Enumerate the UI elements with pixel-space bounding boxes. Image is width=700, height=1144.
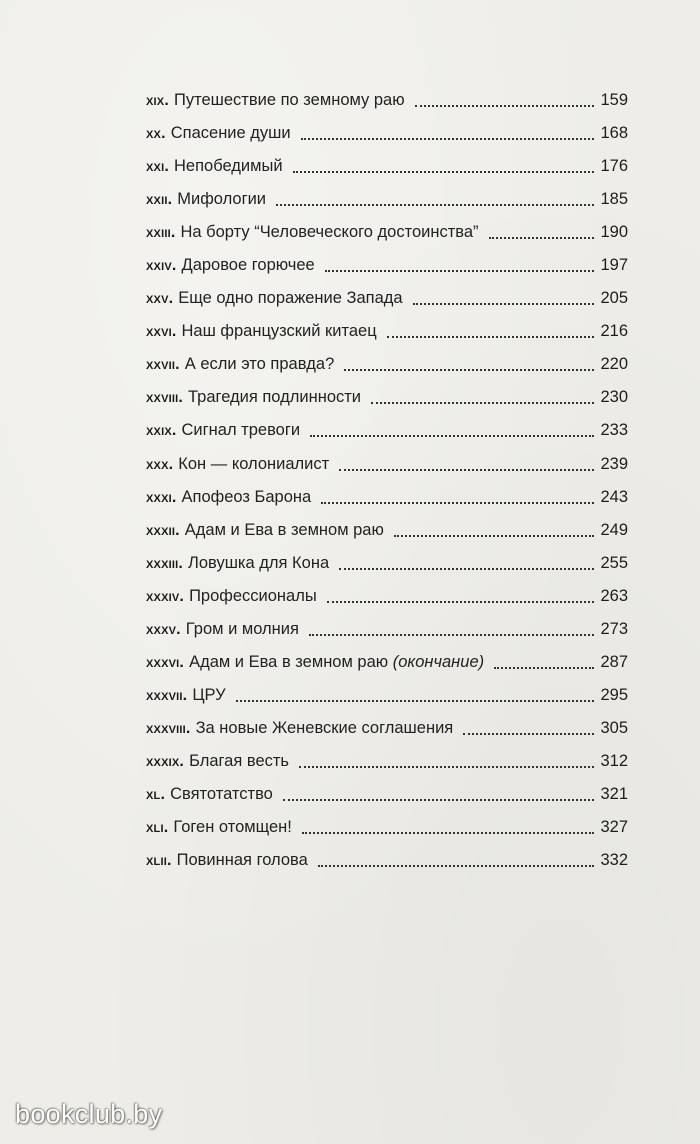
toc-entry — [146, 613, 628, 646]
toc-entry — [146, 679, 628, 712]
dot-leader — [318, 864, 594, 867]
toc-entry — [146, 117, 628, 150]
chapter-title-text: ЦРУ — [192, 685, 226, 704]
chapter-title — [192, 679, 225, 712]
toc-entry — [146, 844, 628, 877]
chapter-title-text: Трагедия подлинности — [188, 388, 362, 407]
chapter-title-text: Благая весть — [189, 751, 290, 770]
dot-leader — [489, 236, 594, 239]
chapter-title — [185, 514, 384, 547]
dot-leader — [310, 434, 594, 437]
dot-leader — [302, 831, 594, 834]
chapter-title — [189, 580, 317, 613]
chapter-number: xxi. — [146, 158, 169, 176]
toc-entry — [146, 249, 628, 282]
chapter-title-note: (окончание) — [392, 652, 485, 671]
toc-entry — [146, 84, 628, 117]
chapter-number: xlii. — [146, 852, 172, 870]
dot-leader — [327, 600, 594, 603]
dot-leader — [339, 567, 594, 570]
chapter-number: xxxv. — [146, 620, 181, 638]
chapter-title-text: Мифологии — [177, 190, 267, 209]
toc-entry — [146, 448, 628, 481]
chapter-title — [186, 613, 299, 646]
chapter-title — [178, 282, 402, 315]
chapter-number: xxxix. — [146, 752, 185, 770]
chapter-title-text: Апофеоз Барона — [181, 487, 312, 506]
page-number: 243 — [600, 487, 628, 506]
chapter-number: xx. — [146, 125, 166, 143]
chapter-number: xxiii. — [146, 224, 176, 242]
chapter-number: xxxiv. — [146, 587, 185, 605]
chapter-number: xxv. — [146, 290, 174, 308]
page-number: 233 — [600, 421, 628, 440]
chapter-number: xxxviii. — [146, 719, 191, 737]
toc-entry — [146, 745, 628, 778]
watermark-logo: bookclub.by — [15, 1099, 163, 1129]
chapter-title-text: Кон — колониалист — [178, 454, 330, 473]
chapter-number: xxvii. — [146, 356, 180, 374]
chapter-title-text: Гром и молния — [185, 619, 299, 638]
page-number: 205 — [600, 289, 628, 308]
chapter-title-text: Спасение души — [170, 124, 291, 143]
chapter-title — [173, 811, 292, 844]
page-number: 159 — [600, 91, 628, 109]
chapter-title-text: Святотатство — [170, 784, 273, 803]
chapter-title-text: Профессионалы — [189, 586, 317, 605]
chapter-title — [178, 448, 329, 481]
page-number: 255 — [600, 553, 628, 572]
dot-leader — [371, 401, 594, 404]
chapter-number: xxxvii. — [146, 686, 188, 704]
chapter-title-text: Ловушка для Кона — [188, 553, 330, 572]
chapter-title — [182, 414, 301, 447]
toc-entry — [146, 282, 628, 315]
chapter-number: xxix. — [146, 422, 177, 440]
chapter-title-text: Сигнал тревоги — [181, 421, 301, 440]
page-number: 239 — [600, 454, 628, 473]
dot-leader — [463, 732, 594, 735]
chapter-title — [182, 249, 315, 282]
toc-entry — [146, 580, 628, 613]
chapter-number: xli. — [146, 819, 169, 837]
toc-entry — [146, 547, 628, 580]
chapter-title — [177, 183, 266, 216]
page-number: 321 — [600, 784, 628, 803]
chapter-number: xxviii. — [146, 389, 184, 407]
dot-leader — [301, 137, 594, 140]
chapter-title-text: Наш французский китаец — [181, 322, 377, 341]
page-number: 249 — [600, 520, 628, 539]
table-of-contents — [146, 84, 628, 877]
chapter-title — [170, 778, 273, 811]
chapter-number: xxvi. — [146, 323, 177, 341]
dot-leader — [309, 633, 594, 636]
toc-entry — [146, 183, 628, 216]
chapter-title-text: Адам и Ева в земном раю — [189, 652, 389, 671]
chapter-number: xxxi. — [146, 488, 177, 506]
chapter-number: xxiv. — [146, 257, 177, 275]
chapter-number: xix. — [146, 92, 169, 109]
chapter-title-text: А если это правда? — [184, 355, 335, 374]
chapter-title-text: На борту “Человеческого достоинства” — [180, 223, 479, 242]
page-number: 185 — [600, 190, 628, 209]
chapter-title — [188, 547, 329, 580]
chapter-number: xxii. — [146, 191, 173, 209]
page-number: 305 — [600, 718, 628, 737]
chapter-title — [189, 646, 484, 679]
dot-leader — [325, 269, 594, 272]
dot-leader — [283, 798, 594, 801]
toc-entry — [146, 150, 628, 183]
page-number: 312 — [600, 751, 628, 770]
dot-leader — [293, 170, 594, 173]
chapter-title-text: Путешествие по земному раю — [173, 91, 405, 109]
toc-entry — [146, 414, 628, 447]
chapter-title-text: Непобедимый — [173, 157, 283, 176]
chapter-title — [196, 712, 454, 745]
chapter-number: xxx. — [146, 455, 174, 473]
chapter-title — [181, 216, 479, 249]
page-number: 168 — [600, 124, 628, 143]
dot-leader — [415, 104, 594, 107]
toc-entry — [146, 514, 628, 547]
chapter-title-text: Даровое горючее — [181, 256, 315, 275]
page-number: 216 — [600, 322, 628, 341]
toc-entry — [146, 381, 628, 414]
chapter-title — [174, 84, 405, 117]
chapter-number: xxxii. — [146, 521, 180, 539]
page-number: 332 — [600, 851, 628, 870]
page-number: 287 — [600, 652, 628, 671]
dot-leader — [299, 765, 594, 768]
page-number: 327 — [600, 818, 628, 837]
page-number: 263 — [600, 586, 628, 605]
page-number: 220 — [600, 355, 628, 374]
chapter-title-text: Повинная голова — [176, 851, 308, 870]
chapter-title — [177, 844, 308, 877]
dot-leader — [494, 666, 594, 669]
chapter-number: xl. — [146, 785, 166, 803]
dot-leader — [321, 501, 594, 504]
page-number: 197 — [600, 256, 628, 275]
dot-leader — [339, 468, 594, 471]
toc-entry — [146, 481, 628, 514]
chapter-number: xxxiii. — [146, 554, 184, 572]
page-number: 295 — [600, 685, 628, 704]
chapter-title-text: За новые Женевские соглашения — [195, 718, 454, 737]
dot-leader — [276, 203, 594, 206]
dot-leader — [413, 302, 594, 305]
toc-entry — [146, 315, 628, 348]
chapter-title-text: Адам и Ева в земном раю — [184, 520, 384, 539]
chapter-title — [182, 481, 312, 514]
toc-entry — [146, 712, 628, 745]
chapter-title-text: Еще одно поражение Запада — [178, 289, 403, 308]
toc-entry — [146, 348, 628, 381]
dot-leader — [387, 335, 594, 338]
chapter-title-text: Гоген отомщен! — [173, 818, 292, 837]
chapter-number: xxxvi. — [146, 653, 185, 671]
toc-entry — [146, 216, 628, 249]
page-number: 273 — [600, 619, 628, 638]
page-number: 230 — [600, 388, 628, 407]
page-number: 176 — [600, 157, 628, 176]
chapter-title — [182, 315, 377, 348]
dot-leader — [236, 699, 594, 702]
chapter-title — [171, 117, 291, 150]
dot-leader — [344, 368, 594, 371]
dot-leader — [394, 534, 594, 537]
chapter-title — [188, 381, 361, 414]
toc-entry — [146, 811, 628, 844]
page-number: 190 — [600, 223, 628, 242]
toc-entry — [146, 778, 628, 811]
chapter-title — [185, 348, 334, 381]
toc-entry — [146, 646, 628, 679]
chapter-title — [174, 150, 283, 183]
chapter-title — [189, 745, 289, 778]
